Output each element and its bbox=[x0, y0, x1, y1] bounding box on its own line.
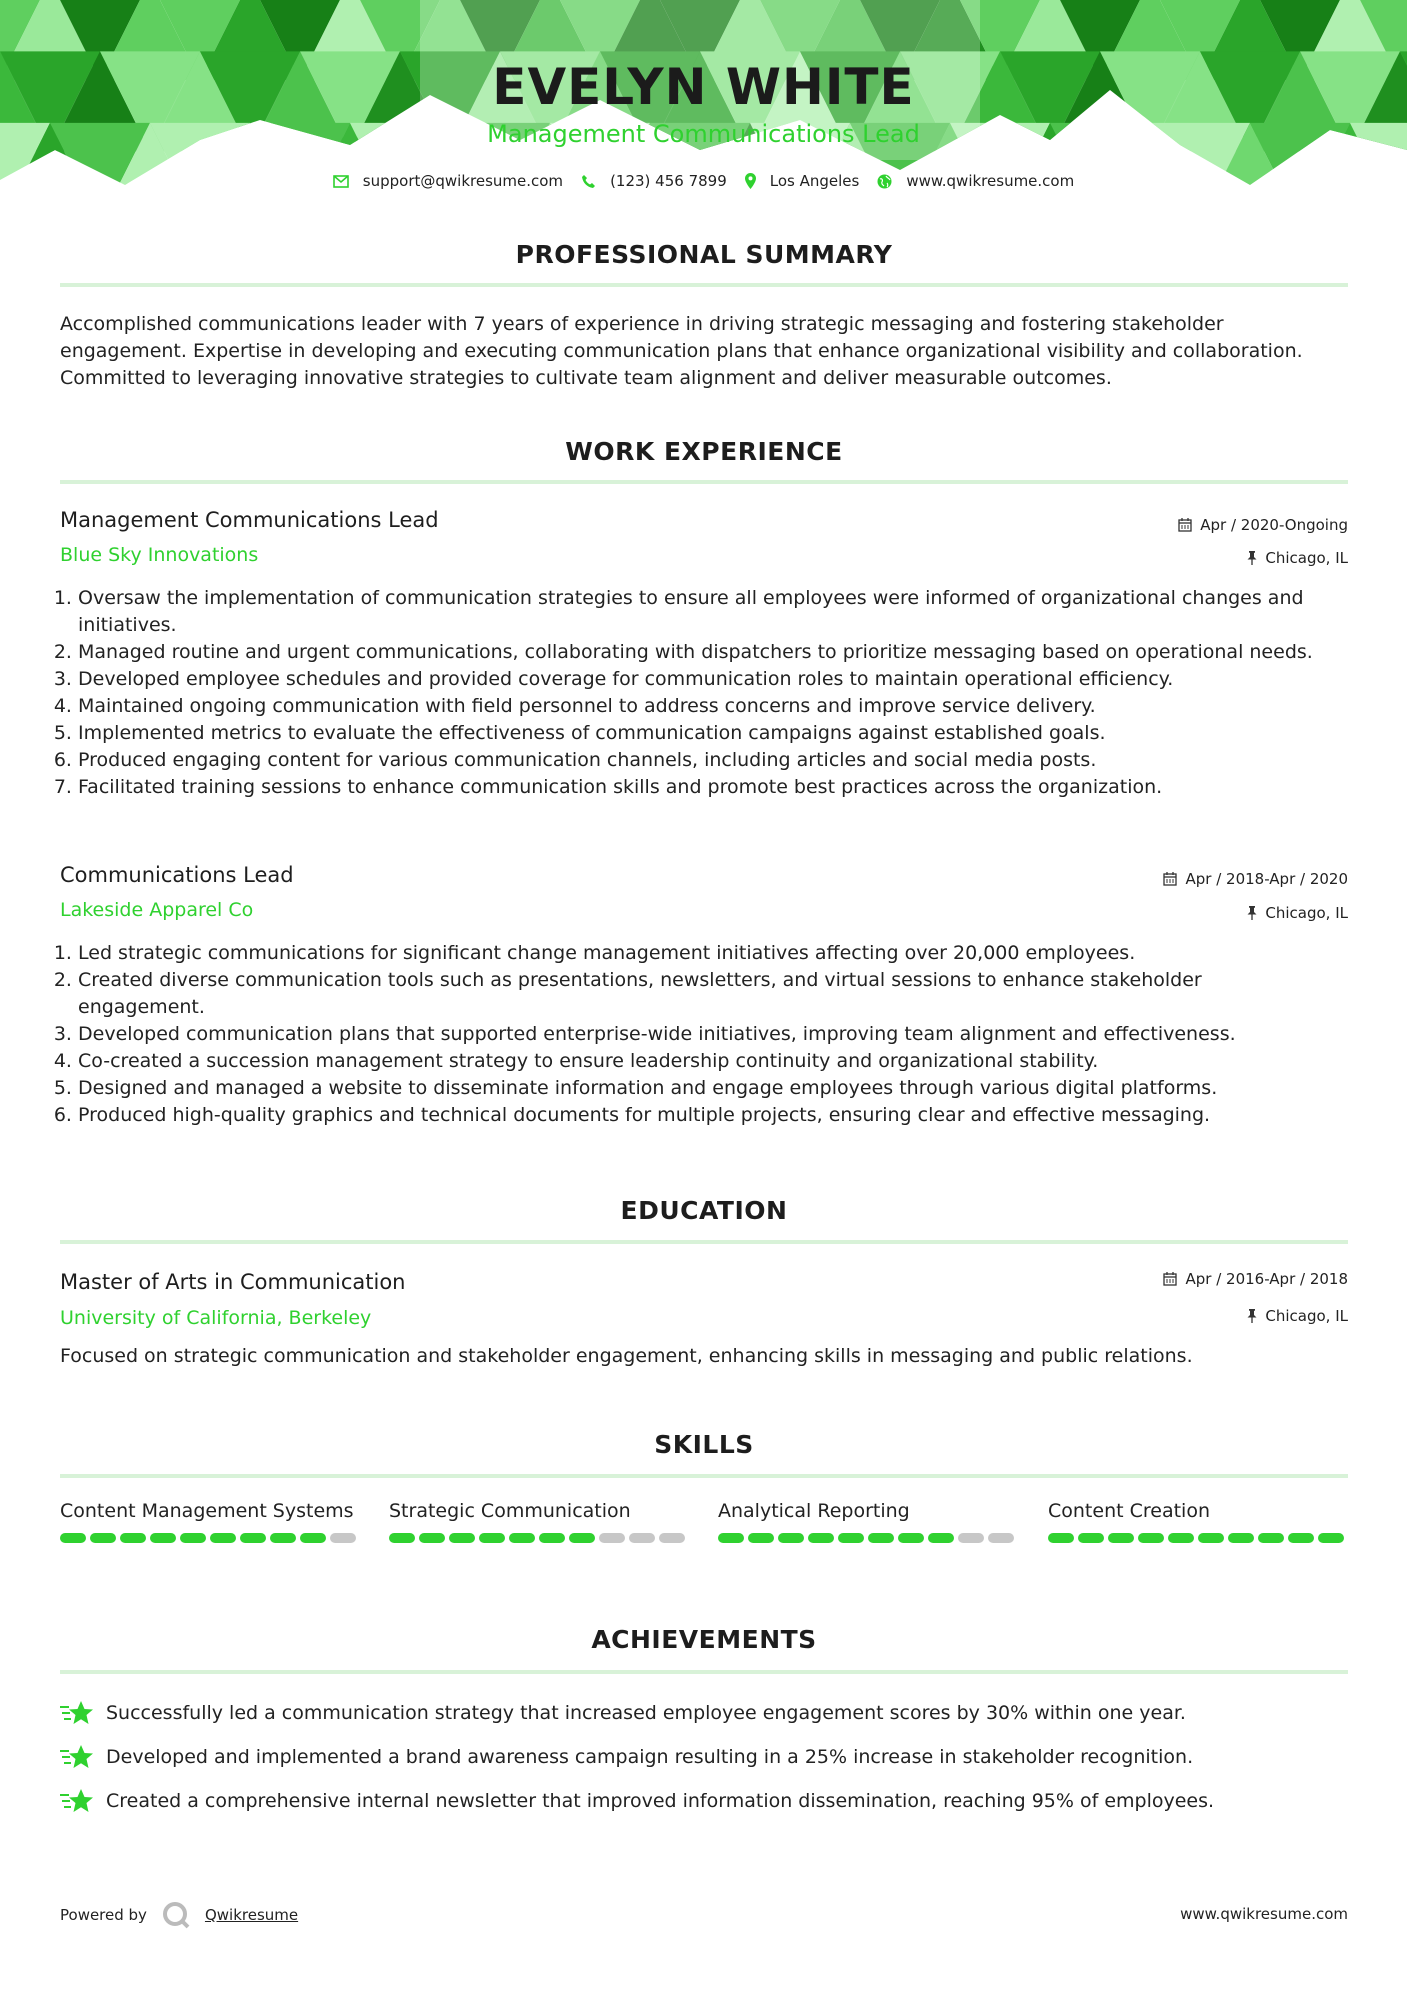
skill-segment-filled bbox=[1258, 1533, 1284, 1543]
skill-segment-empty bbox=[330, 1533, 356, 1543]
achievement-text: Created a comprehensive internal newsletter that improved information dissemination, reaching 95% of employees. bbox=[106, 1790, 1215, 1812]
job-location-text: Chicago, IL bbox=[1265, 904, 1348, 922]
contact-website[interactable] bbox=[877, 172, 1074, 190]
achievement-item bbox=[60, 1743, 1193, 1771]
list-item: 3. Developed communication plans that supported enterprise-wide initiatives, improving team alignment and effectiveness. bbox=[78, 1021, 1328, 1048]
achievement-text: Developed and implemented a brand awareness campaign resulting in a 25% increase in stakeholder recognition. bbox=[106, 1746, 1194, 1768]
skill-segment-filled bbox=[838, 1533, 864, 1543]
skill-name: Content Creation bbox=[1048, 1500, 1210, 1522]
skill-level-bar bbox=[718, 1533, 1018, 1543]
education-divider bbox=[60, 1240, 1348, 1244]
footer-website[interactable]: www.qwikresume.com bbox=[1180, 1905, 1348, 1923]
job-location bbox=[1247, 549, 1348, 567]
skill-name: Analytical Reporting bbox=[718, 1500, 910, 1522]
skill-item bbox=[718, 1498, 1018, 1543]
list-item: 4. Co-created a succession management strategy to ensure leadership continuity and organizational stability. bbox=[78, 1048, 1328, 1075]
skill-segment-filled bbox=[90, 1533, 116, 1543]
summary-divider bbox=[60, 283, 1348, 287]
skill-name: Content Management Systems bbox=[60, 1500, 354, 1522]
skill-segment-filled bbox=[120, 1533, 146, 1543]
list-item: 2. Created diverse communication tools such as presentations, newsletters, and virtual sessions to enhance stakeholder engagement. bbox=[78, 967, 1328, 1021]
candidate-role: Management Communications Lead bbox=[487, 120, 920, 148]
list-item: 2. Managed routine and urgent communications, collaborating with dispatchers to prioritize messaging based on operational needs. bbox=[78, 639, 1328, 666]
skill-segment-filled bbox=[1138, 1533, 1164, 1543]
phone-text: (123) 456 7899 bbox=[610, 172, 727, 190]
skill-segment-filled bbox=[419, 1533, 445, 1543]
powered-by-label: Powered by bbox=[60, 1906, 147, 1924]
list-item: 5. Designed and managed a website to disseminate information and engage employees through various digital platforms. bbox=[78, 1075, 1328, 1102]
job-company: Blue Sky Innovations bbox=[60, 544, 259, 566]
achievement-item bbox=[60, 1787, 1214, 1815]
skill-segment-filled bbox=[479, 1533, 505, 1543]
school-name: University of California, Berkeley bbox=[60, 1307, 372, 1329]
calendar-icon bbox=[1163, 1272, 1177, 1286]
skill-segment-filled bbox=[60, 1533, 86, 1543]
star-icon bbox=[60, 1787, 94, 1815]
education-dates-text: Apr / 2016-Apr / 2018 bbox=[1185, 1270, 1348, 1288]
achievement-text: Successfully led a communication strategy that increased employee engagement scores by 30% within one year. bbox=[106, 1702, 1186, 1724]
summary-text: Accomplished communications leader with 7 years of experience in driving strategic messaging and fostering stakeholder engagement. Expertise in developing and executing communication plans that enhance organizational visibility and collaboration. Committed to leveraging innovative strategies to cultivate team alignment and deliver measurable outcomes. bbox=[60, 313, 1303, 389]
skill-segment-filled bbox=[389, 1533, 415, 1543]
skill-segment-filled bbox=[300, 1533, 326, 1543]
job-title: Communications Lead bbox=[60, 863, 294, 887]
experience-heading: WORK EXPERIENCE bbox=[565, 437, 843, 466]
skill-segment-empty bbox=[958, 1533, 984, 1543]
education-heading: EDUCATION bbox=[620, 1196, 788, 1225]
education-dates bbox=[1163, 1270, 1348, 1288]
job-company: Lakeside Apparel Co bbox=[60, 899, 254, 921]
skill-segment-filled bbox=[748, 1533, 774, 1543]
contact-bar bbox=[0, 172, 1407, 190]
list-item: 3. Developed employee schedules and provided coverage for communication roles to maintain operational efficiency. bbox=[78, 666, 1328, 693]
achievements-divider bbox=[60, 1670, 1348, 1674]
job-dates bbox=[1163, 870, 1348, 888]
skill-segment-empty bbox=[629, 1533, 655, 1543]
skill-segment-filled bbox=[150, 1533, 176, 1543]
skill-segment-filled bbox=[1288, 1533, 1314, 1543]
skill-segment-filled bbox=[240, 1533, 266, 1543]
skill-segment-filled bbox=[1198, 1533, 1224, 1543]
skill-segment-filled bbox=[509, 1533, 535, 1543]
contact-phone[interactable] bbox=[581, 172, 727, 190]
skill-segment-filled bbox=[868, 1533, 894, 1543]
skill-segment-filled bbox=[1048, 1533, 1074, 1543]
calendar-icon bbox=[1163, 872, 1177, 886]
skill-segment-filled bbox=[1168, 1533, 1194, 1543]
skill-item bbox=[389, 1498, 689, 1543]
list-item: 7. Facilitated training sessions to enhance communication skills and promote best practices across the organization. bbox=[78, 774, 1328, 801]
job-location-text: Chicago, IL bbox=[1265, 549, 1348, 567]
globe-icon bbox=[877, 174, 892, 189]
location-text: Los Angeles bbox=[769, 172, 860, 190]
achievements-heading: ACHIEVEMENTS bbox=[591, 1625, 817, 1654]
pushpin-icon bbox=[1247, 906, 1257, 920]
job-location bbox=[1247, 904, 1348, 922]
pushpin-icon bbox=[1247, 551, 1257, 565]
list-item: 5. Implemented metrics to evaluate the effectiveness of communication campaigns against established goals. bbox=[78, 720, 1328, 747]
qwikresume-logo-icon bbox=[161, 1900, 191, 1930]
skill-segment-filled bbox=[808, 1533, 834, 1543]
candidate-name: EVELYN WHITE bbox=[492, 58, 915, 116]
email-text: support@qwikresume.com bbox=[362, 172, 564, 190]
degree-title: Master of Arts in Communication bbox=[60, 1270, 406, 1294]
education-location bbox=[1247, 1307, 1348, 1325]
list-item: 1. Oversaw the implementation of communication strategies to ensure all employees were informed of organizational changes and initiatives. bbox=[78, 585, 1328, 639]
star-icon bbox=[60, 1743, 94, 1771]
education-location-text: Chicago, IL bbox=[1265, 1307, 1348, 1325]
skill-segment-empty bbox=[599, 1533, 625, 1543]
summary-heading: PROFESSIONAL SUMMARY bbox=[515, 240, 893, 269]
calendar-icon bbox=[1178, 518, 1192, 532]
skill-item bbox=[60, 1498, 360, 1543]
job-bullets bbox=[0, 940, 1328, 1129]
job-dates-text: Apr / 2018-Apr / 2020 bbox=[1185, 870, 1348, 888]
list-item: 1. Led strategic communications for significant change management initiatives affecting over 20,000 employees. bbox=[78, 940, 1328, 967]
skill-segment-filled bbox=[210, 1533, 236, 1543]
skill-segment-filled bbox=[718, 1533, 744, 1543]
skill-item bbox=[1048, 1498, 1348, 1543]
skill-segment-empty bbox=[988, 1533, 1014, 1543]
skill-segment-filled bbox=[270, 1533, 296, 1543]
pushpin-icon bbox=[1247, 1309, 1257, 1323]
list-item: 6. Produced high-quality graphics and technical documents for multiple projects, ensuring clear and effective messaging. bbox=[78, 1102, 1328, 1129]
skill-segment-filled bbox=[928, 1533, 954, 1543]
skills-heading: SKILLS bbox=[654, 1430, 754, 1459]
map-pin-icon bbox=[745, 173, 756, 189]
skill-segment-filled bbox=[1318, 1533, 1344, 1543]
skill-level-bar bbox=[389, 1533, 689, 1543]
job-dates bbox=[1178, 516, 1348, 534]
skill-segment-filled bbox=[778, 1533, 804, 1543]
job-dates-text: Apr / 2020-Ongoing bbox=[1200, 516, 1348, 534]
skill-level-bar bbox=[1048, 1533, 1348, 1543]
skills-divider bbox=[60, 1474, 1348, 1478]
education-description: Focused on strategic communication and stakeholder engagement, enhancing skills in messaging and public relations. bbox=[60, 1345, 1193, 1367]
list-item: 4. Maintained ongoing communication with field personnel to address concerns and improve service delivery. bbox=[78, 693, 1328, 720]
achievement-item bbox=[60, 1699, 1186, 1727]
skill-level-bar bbox=[60, 1533, 360, 1543]
skill-segment-filled bbox=[898, 1533, 924, 1543]
skill-segment-filled bbox=[449, 1533, 475, 1543]
footer-powered-by bbox=[60, 1900, 298, 1930]
skill-segment-filled bbox=[180, 1533, 206, 1543]
skill-segment-filled bbox=[1228, 1533, 1254, 1543]
skill-segment-filled bbox=[1108, 1533, 1134, 1543]
website-text: www.qwikresume.com bbox=[906, 172, 1075, 190]
skill-segment-filled bbox=[539, 1533, 565, 1543]
skill-name: Strategic Communication bbox=[389, 1500, 631, 1522]
star-icon bbox=[60, 1699, 94, 1727]
experience-divider bbox=[60, 480, 1348, 484]
brand-link[interactable]: Qwikresume bbox=[204, 1906, 299, 1924]
skill-segment-filled bbox=[1078, 1533, 1104, 1543]
job-bullets bbox=[0, 585, 1328, 801]
mail-icon bbox=[333, 175, 349, 188]
skill-segment-empty bbox=[659, 1533, 685, 1543]
skill-segment-filled bbox=[569, 1533, 595, 1543]
contact-email[interactable] bbox=[333, 172, 563, 190]
phone-icon bbox=[581, 174, 596, 189]
list-item: 6. Produced engaging content for various communication channels, including articles and social media posts. bbox=[78, 747, 1328, 774]
contact-location bbox=[745, 172, 860, 190]
job-title: Management Communications Lead bbox=[60, 508, 439, 532]
